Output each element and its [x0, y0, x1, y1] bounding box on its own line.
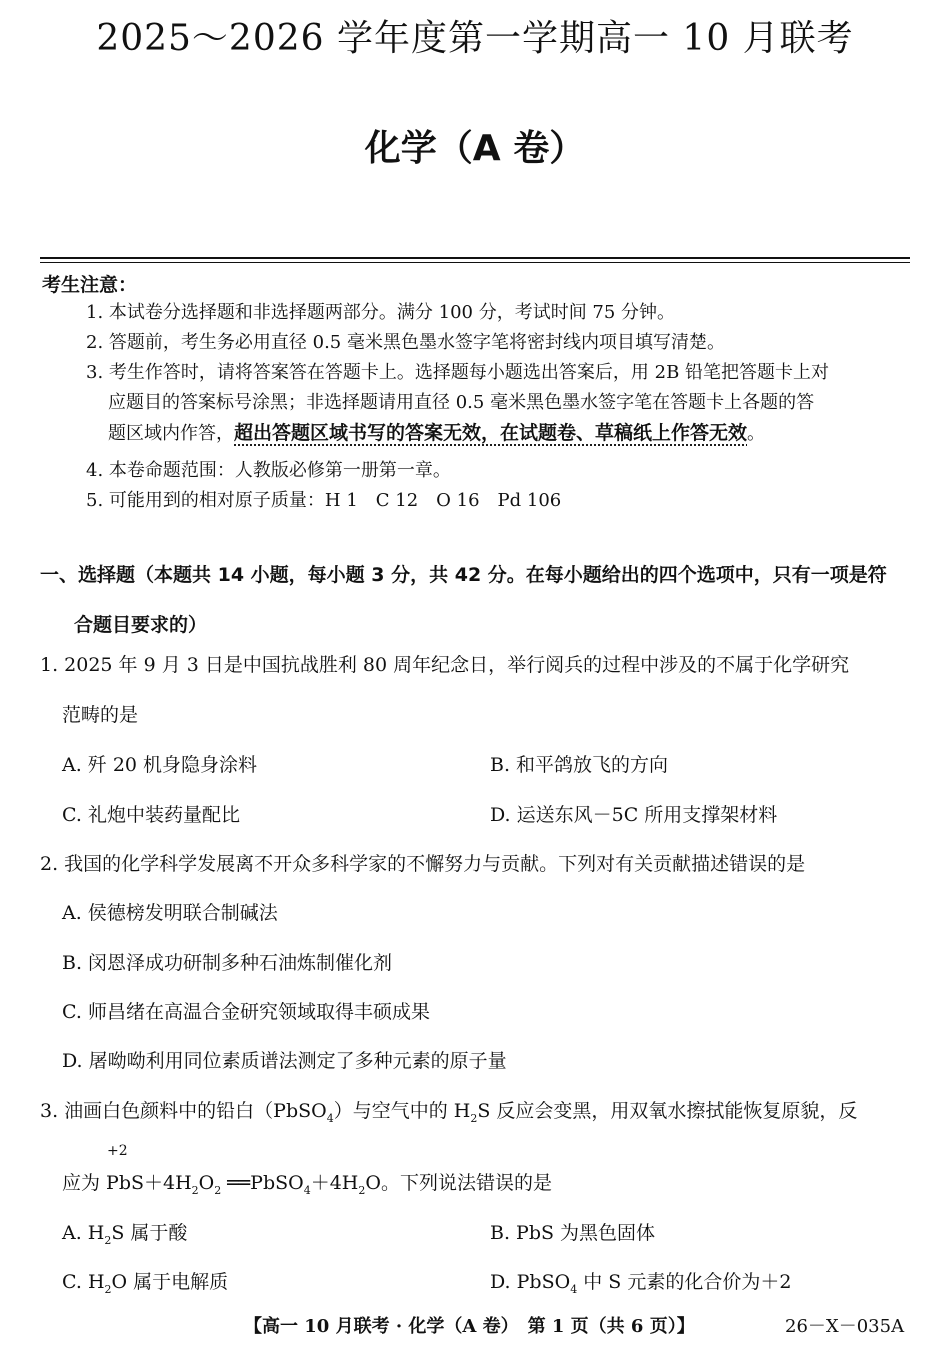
- option-text: O 属于电解质: [111, 1271, 229, 1293]
- notice-text: 。: [747, 423, 766, 444]
- notice-item: [86, 358, 916, 449]
- subscript: 4: [303, 1183, 311, 1197]
- notice-line: 应题目的答案标号涂黑；非选择题请用直径 0.5 毫米黑色墨水签字笔在答题卡上各题的答: [108, 392, 815, 413]
- option-text: S 属于酸: [111, 1222, 188, 1244]
- question-2-stem: 2. 我国的化学科学发展离不开众多科学家的不懈努力与贡献。下列对有关贡献描述错误的是: [40, 853, 806, 875]
- q3-text: S 反应会变黑，用双氧水擦拭能恢复原貌，反: [477, 1100, 858, 1122]
- notice-line: 3. 考生作答时，请将答案答在答题卡上。选择题每小题选出答案后，用 2B 铅笔把答题卡上对: [86, 362, 830, 383]
- oxidation-state-label: +2: [107, 1143, 128, 1159]
- equation-text: O。下列说法错误的是: [365, 1172, 552, 1194]
- q3-equation: [62, 1168, 552, 1197]
- notice-item: 2. 答题前，考生务必用直径 0.5 毫米黑色墨水签字笔将密封线内项目填写清楚。: [86, 332, 725, 353]
- q3-option-a: [62, 1218, 187, 1247]
- q1-stem-line: 1. 2025 年 9 月 3 日是中国抗战胜利 80 周年纪念日，举行阅兵的过程中涉及的不属于化学研究: [40, 654, 850, 676]
- exam-code: 26－X－035A: [785, 1316, 905, 1337]
- section-heading: [40, 550, 915, 650]
- notice-item: 4. 本卷命题范围：人教版必修第一册第一章。: [86, 460, 451, 481]
- q2-option-c: C. 师昌绪在高温合金研究领域取得丰硕成果: [62, 1001, 430, 1023]
- q1-option-a: A. 歼 20 机身隐身涂料: [62, 754, 258, 776]
- q1-option-c: C. 礼炮中装药量配比: [62, 804, 240, 826]
- option-text: 中 S 元素的化合价为＋2: [577, 1271, 792, 1293]
- q3-text: ）与空气中的 H: [333, 1100, 471, 1122]
- divider: [40, 262, 910, 263]
- equation-text: ＋4H: [310, 1172, 359, 1194]
- option-text: C. H: [62, 1271, 105, 1293]
- question-3-stem: [40, 1096, 915, 1125]
- notice-item: 1. 本试卷分选择题和非选择题两部分。满分 100 分，考试时间 75 分钟。: [86, 302, 676, 323]
- notice-line: [86, 418, 916, 449]
- q1-option-d: D. 运送东风－5C 所用支撑架材料: [490, 804, 778, 826]
- q2-option-d: D. 屠呦呦利用同位素质谱法测定了多种元素的原子量: [62, 1050, 507, 1072]
- notice-item: 5. 可能用到的相对原子质量：H 1 C 12 O 16 Pd 106: [86, 490, 562, 511]
- notice-text: 题区域内作答，: [108, 423, 234, 444]
- subject-title: 化学（A 卷）: [364, 128, 586, 169]
- subscript: 2: [470, 1111, 478, 1125]
- q3-text: 3. 油画白色颜料中的铅白（PbSO: [40, 1100, 327, 1122]
- equation-text: O: [198, 1172, 215, 1194]
- q3-option-b: B. PbS 为黑色固体: [490, 1222, 656, 1244]
- q3-option-d: [490, 1267, 791, 1296]
- q1-stem-line: 范畴的是: [62, 704, 139, 726]
- divider: [40, 257, 910, 259]
- option-text: D. PbSO: [490, 1271, 571, 1293]
- subscript: 2: [214, 1183, 222, 1197]
- equation-text: ══PbSO: [221, 1172, 304, 1194]
- subscript: 2: [191, 1183, 199, 1197]
- equation-text: 应为 PbS＋4H: [62, 1172, 192, 1194]
- exam-title: 2025～2026 学年度第一学期高一 10 月联考: [96, 18, 854, 59]
- q3-option-c: [62, 1267, 228, 1296]
- q2-option-a: A. 侯德榜发明联合制碱法: [62, 902, 278, 924]
- emphasis-text: 超出答题区域书写的答案无效，在试题卷、草稿纸上作答无效: [234, 422, 748, 444]
- subscript: 2: [104, 1233, 112, 1247]
- section-line: 一、选择题（本题共 14 小题，每小题 3 分，共 42 分。在每小题给出的四个选项中，只有一项是符: [40, 564, 887, 586]
- question-1-stem: [40, 640, 915, 740]
- option-text: A. H: [62, 1222, 105, 1244]
- notice-title: 考生注意：: [42, 274, 138, 296]
- subscript: 2: [358, 1183, 366, 1197]
- subscript: 4: [326, 1111, 334, 1125]
- q1-option-b: B. 和平鸽放飞的方向: [490, 754, 669, 776]
- subscript: 4: [570, 1282, 578, 1296]
- q2-option-b: B. 闵恩泽成功研制多种石油炼制催化剂: [62, 952, 393, 974]
- page-footer: 【高一 10 月联考 · 化学（A 卷） 第 1 页（共 6 页）】: [244, 1316, 695, 1337]
- subscript: 2: [104, 1282, 112, 1296]
- section-line: 合题目要求的）: [74, 614, 208, 636]
